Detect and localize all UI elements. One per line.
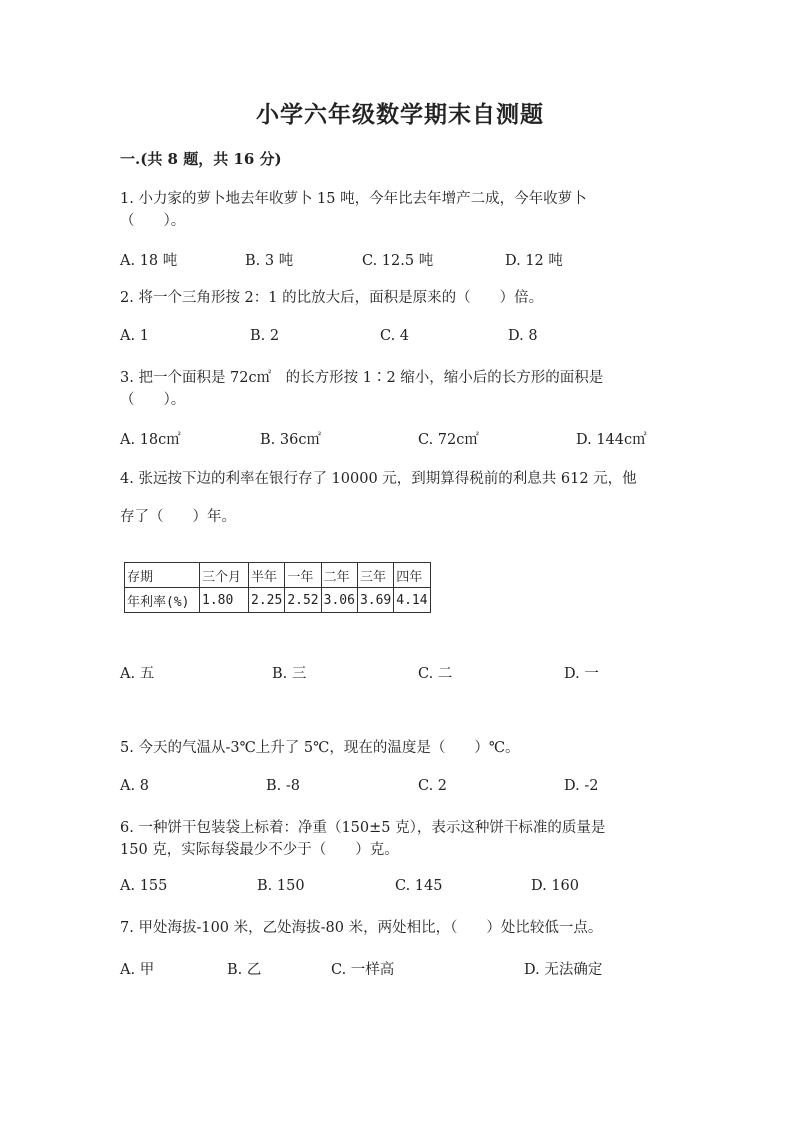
table-cell: 1.80: [200, 588, 249, 613]
table-cell: 3.06: [321, 588, 357, 613]
q6-option-d: D. 160: [531, 878, 580, 894]
section-header: 一.(共 8 题，共 16 分): [120, 150, 282, 168]
table-cell: 年利率(%): [125, 588, 200, 613]
question-5-line-1: 5. 今天的气温从-3℃上升了 5℃，现在的温度是（ ）℃。: [120, 740, 520, 756]
page-title: 小学六年级数学期末自测题: [256, 101, 544, 128]
question-1-line-2: （ ）。: [120, 213, 186, 229]
table-row: [125, 588, 431, 613]
table-cell: 4.14: [394, 588, 430, 613]
q7-option-d: D. 无法确定: [524, 962, 603, 978]
q4-option-d: D. 一: [564, 666, 599, 682]
table-cell: 2.25: [249, 588, 285, 613]
question-4-cont: [120, 506, 680, 528]
question-6-line-1: 6. 一种饼干包装袋上标着：净重（150±5 克），表示这种饼干标准的质量是: [120, 820, 606, 836]
interest-rate-table: [124, 562, 431, 613]
question-2: [120, 287, 680, 309]
q2-option-d: D. 8: [508, 328, 538, 344]
question-3-line-2: （ ）。: [120, 392, 186, 408]
table-cell: 二年: [321, 563, 357, 588]
question-6: [120, 817, 680, 861]
q4-option-b: B. 三: [272, 666, 307, 682]
table-cell: 2.52: [285, 588, 321, 613]
question-4-line-2: 存了（ ）年。: [120, 509, 236, 525]
table-cell: 三个月: [200, 563, 249, 588]
q3-option-c: C. 72c㎡: [418, 432, 479, 448]
question-7: [120, 917, 680, 939]
q1-option-c: C. 12.5 吨: [362, 253, 434, 269]
q6-option-b: B. 150: [257, 878, 305, 894]
q1-option-b: B. 3 吨: [245, 253, 294, 269]
q1-option-d: D. 12 吨: [505, 253, 563, 269]
q5-option-a: A. 8: [120, 778, 149, 794]
q6-option-c: C. 145: [395, 878, 443, 894]
question-1: [120, 188, 680, 232]
question-4-line-1: 4. 张远按下边的利率在银行存了 10000 元，到期算得税前的利息共 612 元，他: [120, 471, 637, 487]
question-3-line-1: 3. 把一个面积是 72c㎡ 的长方形按 1∶2 缩小，缩小后的长方形的面积是: [120, 370, 604, 386]
table-cell: 三年: [357, 563, 393, 588]
q5-option-d: D. -2: [564, 778, 599, 794]
table-cell: 四年: [394, 563, 430, 588]
q6-option-a: A. 155: [120, 878, 168, 894]
q3-option-a: A. 18c㎡: [120, 432, 181, 448]
q5-option-c: C. 2: [418, 778, 448, 794]
q2-option-a: A. 1: [120, 328, 149, 344]
q3-option-b: B. 36c㎡: [260, 432, 321, 448]
table-cell: 半年: [249, 563, 285, 588]
table-cell: 一年: [285, 563, 321, 588]
table-cell: 存期: [125, 563, 200, 588]
question-2-line-1: 2. 将一个三角形按 2：1 的比放大后，面积是原来的（ ）倍。: [120, 290, 544, 306]
q5-option-b: B. -8: [266, 778, 300, 794]
q7-option-c: C. 一样高: [331, 962, 395, 978]
table-cell: 3.69: [357, 588, 393, 613]
q4-option-a: A. 五: [120, 666, 155, 682]
question-5: [120, 737, 680, 759]
q2-option-c: C. 4: [380, 328, 410, 344]
question-7-line-1: 7. 甲处海拔-100 米，乙处海拔-80 米，两处相比，（ ）处比较低一点。: [120, 920, 603, 936]
question-3: [120, 367, 680, 411]
q7-option-b: B. 乙: [227, 962, 262, 978]
table-header-row: [125, 563, 431, 588]
q2-option-b: B. 2: [250, 328, 280, 344]
question-4: [120, 468, 680, 490]
question-6-line-2: 150 克，实际每袋最少不少于（ ）克。: [120, 842, 399, 858]
q1-option-a: A. 18 吨: [120, 253, 178, 269]
question-1-line-1: 1. 小力家的萝卜地去年收萝卜 15 吨，今年比去年增产二成，今年收萝卜: [120, 191, 587, 207]
q7-option-a: A. 甲: [120, 962, 155, 978]
q3-option-d: D. 144c㎡: [576, 432, 647, 448]
q4-option-c: C. 二: [418, 666, 453, 682]
